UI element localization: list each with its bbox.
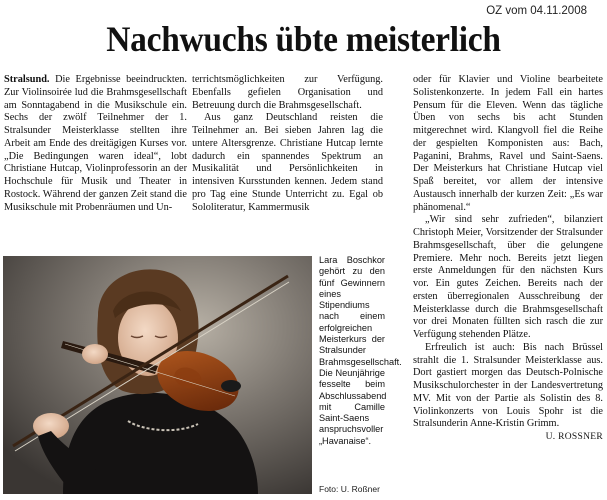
paragraph-text: Die Ergebnisse beeindruckten. Zur Violinsoirée lud die Brahmsgesellschaft am Sonntagabend in die Musikschule ein. Sechs der zwölf Teilnehmer der 1. Stralsunder Meisterklasse stellten ihre Arbeit am Ende des dreitägigen Kurses vor. „Die Bedingungen waren ideal“, lobt Christiane Hutcap, Violinprofessorin an der Hochschule für Musik und Theater in Rostock. Während der ganzen Zeit stand die Musikschule mit Probenräumen und Un-: [4, 74, 188, 213]
article-paragraph: terrichtsmöglichkeiten zur Verfügung. Ebenfalls gefielen Organisation und Betreuung durch die Brahmsgesellschaft.: [192, 74, 383, 111]
article-photo: [3, 256, 312, 494]
violinist-illustration: [3, 256, 312, 494]
article-paragraph: [4, 74, 187, 214]
article-paragraph: „Wir sind sehr zufrieden“, bilanziert Christoph Meier, Vorsitzender der Stralsunder Brahmsgesellschaft, über die gelungene Premiere. Mehr noch. Bereits jetzt liegen erste Anmeldungen für den nächsten Kurs vor. Ein gutes Zeichen. Bereits nach der ersten überregionalen Ausschreibung der Meisterklasse durch die Brahmsgesellschaft vor drei Monaten füllten sich rasch die zur Verfügung stehenden Plätze.: [413, 214, 603, 340]
caption-paragraph: Lara Boschkor gehört zu den fünf Gewinnern eines Stipendiums nach einem erfolgreichen Meisterkurs der Stralsunder Brahmsgesellschaft.: [319, 255, 402, 367]
article-paragraph: oder für Klavier und Violine bearbeitete Solistenkonzerte. In jedem Fall ein hartes Pensum für die Eleven. Wenn das tägliche Üben von sechs bis acht Stunden mitgerechnet wird. Klangvoll fiel die Reihe der gespielten Komponisten aus: Bach, Paganini, Brahms, Ravel und Saint-Saens. Der Meisterkurs hat Christiane Hutcap viel Spaß bereitet, vor allem der intensive Austausch innerhalb der kurzen Zeit: „Es war phänomenal.“: [413, 74, 603, 213]
source-date: OZ vom 04.11.2008: [486, 5, 587, 17]
caption-paragraph: Die Neunjährige fesselte beim Abschlussabend mit Camille Saint-Saens anspruchsvoller „Havanaise“.: [319, 367, 387, 446]
article-column-2: [192, 74, 383, 214]
article-column-3: [413, 74, 603, 444]
headline: Nachwuchs übte meisterlich: [106, 19, 501, 59]
author-byline: U. ROSSNER: [545, 432, 603, 442]
article-paragraph: [413, 341, 603, 442]
photo-credit: Foto: U. Roßner: [319, 484, 380, 494]
photo-caption: [319, 255, 402, 447]
article-paragraph: Aus ganz Deutschland reisten die Teilnehmer an. Bei sieben Jahren lag die untere Altersgrenze. Christiane Hutcap lernte dadurch ein spannendes Spektrum an Musikalität und Persönlichkeiten in intensiven Kursstunden kennen. Jedem stand pro Tag eine Stunde Unterricht zu. Egal ob Sololiteratur, Kammermusik: [192, 112, 383, 213]
paragraph-text: Erfreulich ist auch: Bis nach Brüssel strahlt die 1. Stralsunder Meisterklasse aus. Dort gastiert morgen das Deutsch-Polnische Musikschulorchester in der Landesvertretung MV. Mit von der Partie als Solistin des 8. Violinkonzerts von Louis Spohr ist die Stralsunderin Anne-Kristin Grimm.: [413, 341, 603, 430]
dateline: Stralsund.: [4, 74, 50, 85]
article-column-1: [4, 74, 187, 214]
